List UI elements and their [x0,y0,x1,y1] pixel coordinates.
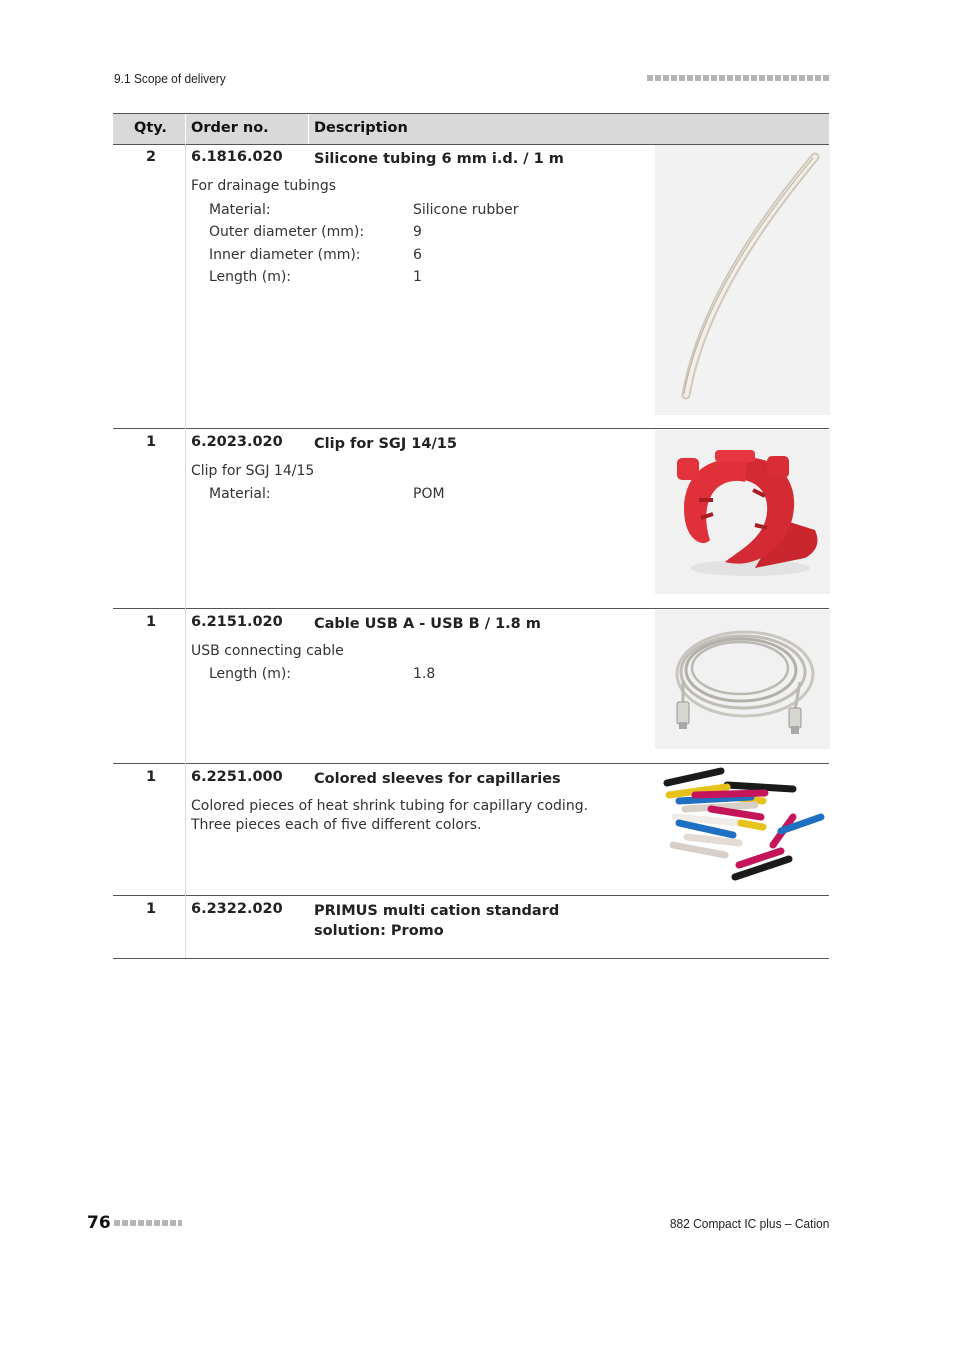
column-header-description: Description [314,120,408,136]
row-title: Clip for SGJ 14/15 [314,436,457,452]
column-header-qty: Qty. [134,120,167,136]
property-value: 1.8 [413,666,436,682]
row-title: Cable USB A - USB B / 1.8 m [314,616,541,632]
running-header-section: 9.1 Scope of delivery [114,71,226,86]
scope-of-delivery-table [113,113,829,939]
property-value: POM [413,486,445,502]
usb-cable-image [655,610,830,749]
column-separator [185,143,186,428]
row-order-no: 6.2151.020 [191,614,283,630]
property-label: Material: [209,486,271,502]
silicone-tubing-image [655,145,830,415]
table-header [113,113,829,145]
row-qty: 1 [146,614,157,630]
row-order-no: 6.1816.020 [191,149,283,165]
red-clip-image [655,430,830,594]
property-value: 1 [413,269,422,285]
property-value: Silicone rubber [413,202,519,218]
property-label: Material: [209,202,271,218]
property-value: 9 [413,224,422,240]
row-qty: 1 [146,901,157,917]
page-number: 76 [87,1213,111,1233]
table-row [113,608,829,764]
row-order-no: 6.2251.000 [191,769,283,785]
row-qty: 2 [146,149,157,165]
document-title: 882 Compact IC plus – Cation [669,1216,829,1231]
column-separator [185,114,186,144]
property-label: Length (m): [209,269,292,285]
property-value: 6 [413,247,422,263]
column-separator [185,895,186,958]
row-qty: 1 [146,769,157,785]
table-row [113,428,829,609]
row-title: Colored sleeves for capillaries [314,771,561,787]
row-description: For drainage tubings [191,178,337,194]
row-title: PRIMUS multi cation standard solution: Promo [314,903,560,939]
table-row [113,763,829,896]
column-separator [185,428,186,608]
property-label: Length (m): [209,666,292,682]
column-separator [308,114,309,144]
table-row [113,143,829,429]
property-label: Inner diameter (mm): [209,247,361,263]
colored-sleeves-image [655,765,830,883]
row-description: USB connecting cable [191,643,344,659]
row-order-no: 6.2023.020 [191,434,283,450]
column-separator [185,763,186,895]
row-order-no: 6.2322.020 [191,901,283,917]
row-title: Silicone tubing 6 mm i.d. / 1 m [314,151,564,167]
row-description: Colored pieces of heat shrink tubing for capillary coding. Three pieces each of five different colors. [191,798,589,833]
footer-decoration [114,1220,182,1226]
table-row [113,895,829,959]
property-label: Outer diameter (mm): [209,224,365,240]
row-qty: 1 [146,434,157,450]
column-header-order-no: Order no. [191,120,269,136]
column-separator [185,608,186,763]
row-description: Clip for SGJ 14/15 [191,463,315,479]
header-decoration [647,75,829,81]
